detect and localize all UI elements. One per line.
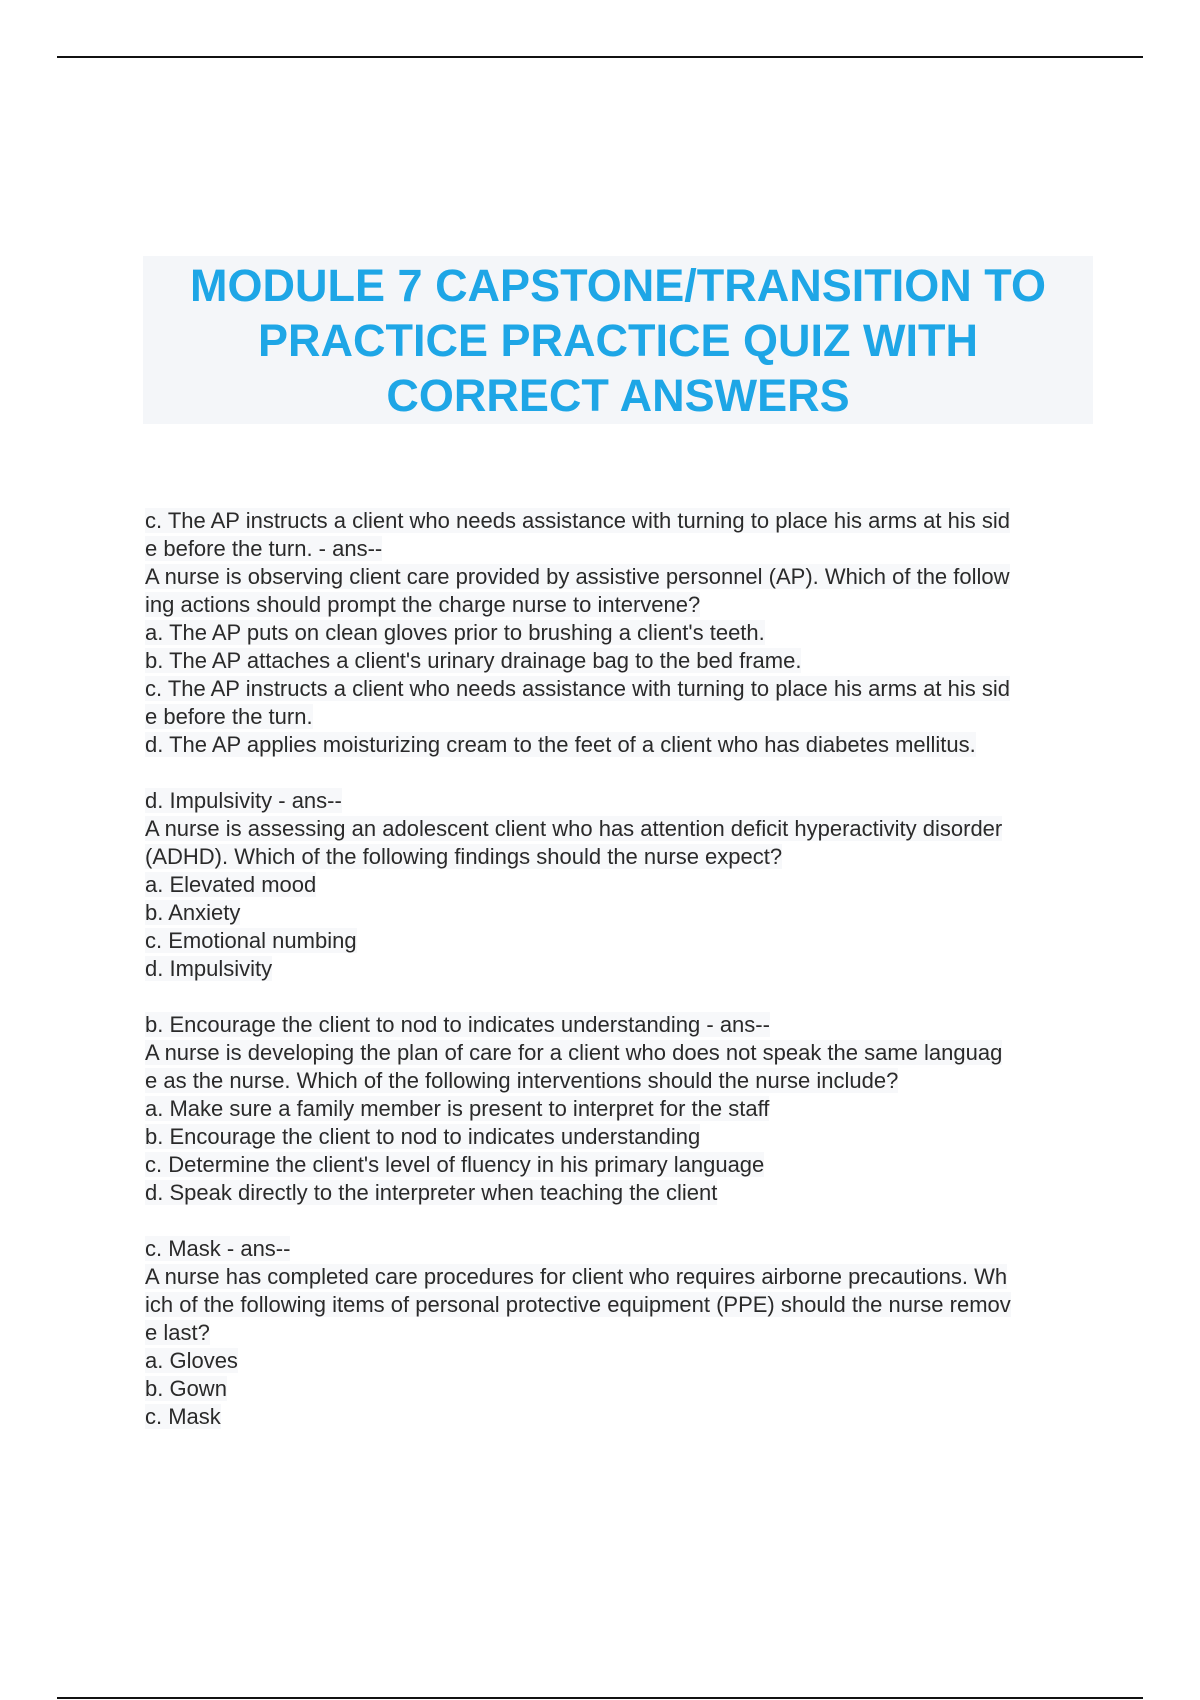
option-a: a. Elevated mood xyxy=(145,872,317,897)
question-line: A nurse is observing client care provided by assistive personnel (AP). Which of the follow xyxy=(145,564,1010,589)
option-b: b. Encourage the client to nod to indicates understanding xyxy=(145,1124,701,1149)
document-title-line-1: MODULE 7 CAPSTONE/TRANSITION TO xyxy=(190,259,1046,311)
option-d: d. Speak directly to the interpreter when teaching the client xyxy=(145,1180,718,1205)
title-banner xyxy=(143,256,1093,424)
question-line: e as the nurse. Which of the following interventions should the nurse include? xyxy=(145,1068,899,1093)
option-b: b. Anxiety xyxy=(145,900,241,925)
document-title-line-3: CORRECT ANSWERS xyxy=(386,369,850,421)
question-line: A nurse is developing the plan of care for a client who does not speak the same languag xyxy=(145,1040,1003,1065)
option-a: a. Gloves xyxy=(145,1348,238,1373)
question-block-4 xyxy=(145,1235,1095,1431)
option-c: c. Mask xyxy=(145,1404,221,1429)
question-line: ing actions should prompt the charge nurse to intervene? xyxy=(145,592,701,617)
document-title-line-2: PRACTICE PRACTICE QUIZ WITH xyxy=(258,314,978,366)
answer-line: e before the turn. - ans-- xyxy=(145,536,383,561)
option-d: d. Impulsivity xyxy=(145,956,273,981)
answer-line: b. Encourage the client to nod to indicates understanding - ans-- xyxy=(145,1012,770,1037)
question-block-1 xyxy=(145,507,1095,759)
option-b: b. The AP attaches a client's urinary drainage bag to the bed frame. xyxy=(145,648,802,673)
option-a: a. Make sure a family member is present to interpret for the staff xyxy=(145,1096,770,1121)
option-c: c. Emotional numbing xyxy=(145,928,357,953)
question-line: A nurse is assessing an adolescent client who has attention deficit hyperactivity disorder xyxy=(145,816,1003,841)
question-line: ich of the following items of personal protective equipment (PPE) should the nurse remov xyxy=(145,1292,1011,1317)
option-c-continued: e before the turn. xyxy=(145,704,313,729)
answer-line: c. The AP instructs a client who needs assistance with turning to place his arms at his sid xyxy=(145,508,1010,533)
answer-line: c. Mask - ans-- xyxy=(145,1236,291,1261)
question-block-2 xyxy=(145,787,1095,983)
footer-rule xyxy=(57,1697,1143,1699)
option-c: c. Determine the client's level of fluency in his primary language xyxy=(145,1152,765,1177)
quiz-content xyxy=(145,507,1095,1459)
answer-line: d. Impulsivity - ans-- xyxy=(145,788,342,813)
question-line: A nurse has completed care procedures for client who requires airborne precautions. Wh xyxy=(145,1264,1008,1289)
option-a: a. The AP puts on clean gloves prior to brushing a client's teeth. xyxy=(145,620,765,645)
question-line: e last? xyxy=(145,1320,210,1345)
question-block-3 xyxy=(145,1011,1095,1207)
option-c: c. The AP instructs a client who needs assistance with turning to place his arms at his sid xyxy=(145,676,1010,701)
option-d: d. The AP applies moisturizing cream to the feet of a client who has diabetes mellitus. xyxy=(145,732,976,757)
option-b: b. Gown xyxy=(145,1376,227,1401)
header-rule xyxy=(57,56,1143,58)
question-line: (ADHD). Which of the following findings should the nurse expect? xyxy=(145,844,783,869)
